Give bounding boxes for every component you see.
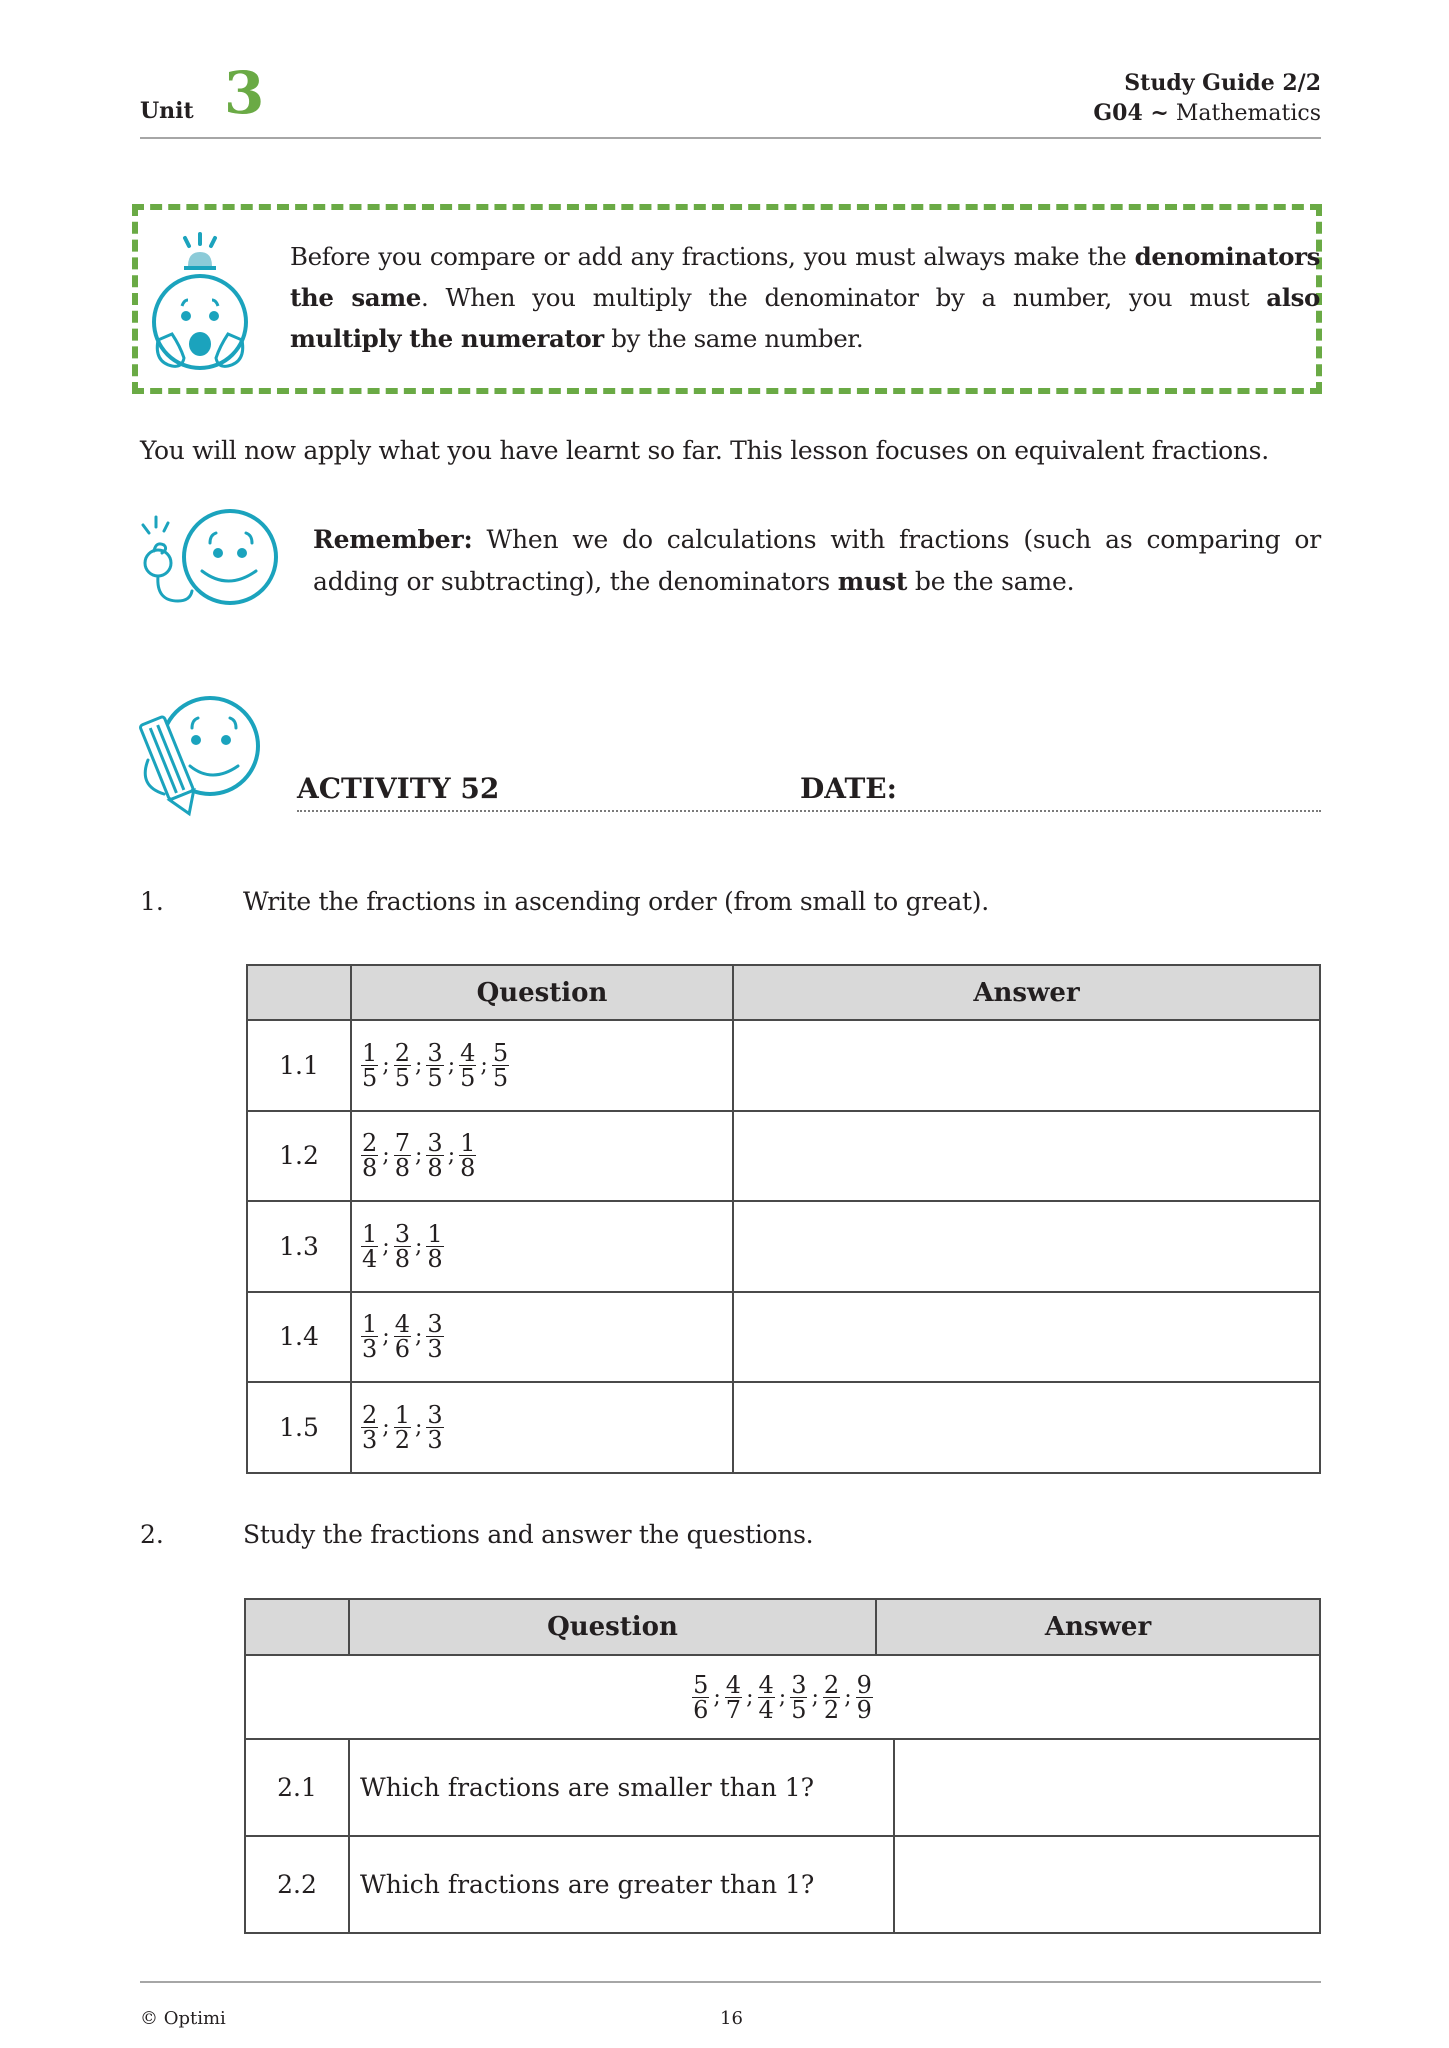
fraction — [426, 1038, 443, 1092]
separator: ; — [480, 1052, 488, 1078]
row-number: 2.2 — [245, 1836, 349, 1933]
numerator: 4 — [725, 1670, 742, 1699]
date-input-line[interactable] — [297, 810, 1321, 812]
separator: ; — [844, 1684, 852, 1710]
question-1-text: Write the fractions in ascending order (from small to great). — [243, 887, 989, 916]
separator: ; — [414, 1233, 423, 1259]
numerator: 2 — [362, 1400, 378, 1429]
fraction — [361, 1400, 378, 1454]
header-divider — [140, 137, 1321, 139]
denominator: 2 — [394, 1425, 410, 1454]
denominator: 3 — [427, 1335, 443, 1364]
numerator: 9 — [856, 1670, 872, 1699]
tip-segment: by the same number. — [603, 324, 864, 353]
separator: ; — [811, 1684, 819, 1710]
denominator: 2 — [823, 1695, 840, 1724]
question-1-number: 1. — [140, 887, 164, 916]
denominator: 3 — [427, 1425, 443, 1454]
fraction — [361, 1219, 378, 1273]
separator: ; — [414, 1143, 423, 1169]
denominator: 8 — [427, 1154, 443, 1183]
answer-cell-2-2[interactable] — [894, 1836, 1320, 1933]
row-number: 1.5 — [247, 1382, 351, 1473]
fraction — [394, 1219, 411, 1273]
question-2-text: Study the fractions and answer the questions. — [243, 1520, 814, 1549]
separator: ; — [447, 1143, 456, 1169]
separator: ; — [414, 1324, 423, 1350]
unit-label: Unit — [140, 98, 194, 124]
row-number: 1.1 — [247, 1020, 351, 1111]
denominator: 4 — [362, 1244, 378, 1273]
numerator: 1 — [394, 1400, 410, 1429]
alarm-face-icon — [140, 230, 260, 380]
fraction — [361, 1310, 378, 1364]
fraction — [725, 1670, 742, 1724]
answer-cell-1-3[interactable] — [733, 1201, 1320, 1292]
denominator: 5 — [460, 1063, 476, 1092]
fraction — [361, 1129, 378, 1183]
separator: ; — [447, 1052, 456, 1078]
numerator: 7 — [394, 1129, 410, 1158]
answer-cell-1-5[interactable] — [733, 1382, 1320, 1473]
numerator: 3 — [427, 1038, 443, 1067]
separator: ; — [382, 1233, 390, 1259]
page-number: 16 — [720, 2008, 743, 2029]
separator: ; — [414, 1414, 423, 1440]
denominator: 5 — [394, 1063, 410, 1092]
table-row — [247, 1020, 1320, 1111]
separator: ; — [382, 1143, 390, 1169]
col-header-number — [245, 1599, 349, 1655]
separator: ; — [414, 1052, 423, 1078]
unit-number: 3 — [224, 59, 265, 127]
separator: ; — [778, 1684, 787, 1710]
fractions-set — [245, 1655, 1320, 1739]
numerator: 5 — [492, 1038, 509, 1067]
question-2-table — [244, 1598, 1321, 1934]
table-row — [247, 1201, 1320, 1292]
fraction — [394, 1310, 411, 1364]
fraction — [394, 1129, 411, 1183]
question-cell: Which fractions are smaller than 1? — [349, 1739, 894, 1836]
header-split — [349, 1599, 1320, 1655]
separator: ; — [746, 1684, 754, 1710]
separator: ; — [382, 1052, 390, 1078]
fraction — [426, 1310, 443, 1364]
denominator: 3 — [362, 1335, 378, 1364]
table-row — [247, 1292, 1320, 1383]
separator: ; — [382, 1324, 390, 1350]
fraction — [426, 1219, 443, 1273]
numerator: 2 — [362, 1129, 378, 1158]
denominator: 8 — [362, 1154, 378, 1183]
row-number: 2.1 — [245, 1739, 349, 1836]
fraction — [856, 1670, 873, 1724]
copyright: © Optimi — [140, 2008, 226, 2029]
denominator: 6 — [693, 1695, 709, 1724]
numerator: 3 — [427, 1310, 443, 1339]
question-cell — [351, 1020, 733, 1111]
numerator: 1 — [460, 1129, 476, 1158]
numerator: 4 — [460, 1038, 476, 1067]
numerator: 5 — [693, 1670, 709, 1699]
tip-segment: . When you multiply the denominator by a number, you must — [420, 283, 1267, 312]
numerator: 3 — [427, 1129, 443, 1158]
row-number: 1.4 — [247, 1292, 351, 1383]
fraction — [426, 1400, 443, 1454]
fraction — [426, 1129, 443, 1183]
separator: ; — [382, 1414, 390, 1440]
answer-cell-1-4[interactable] — [733, 1292, 1320, 1383]
header-info — [1093, 68, 1321, 129]
date-label: DATE: — [800, 772, 897, 805]
footer-divider — [140, 1981, 1321, 1983]
denominator: 4 — [758, 1695, 774, 1724]
denominator: 8 — [394, 1244, 410, 1273]
table-row — [247, 1382, 1320, 1473]
question-cell: Which fractions are greater than 1? — [349, 1836, 894, 1933]
question-cell — [351, 1292, 733, 1383]
col-header-answer: Answer — [733, 965, 1320, 1020]
numerator: 3 — [791, 1670, 807, 1699]
numerator: 1 — [362, 1310, 378, 1339]
tip-emphasis: denominators the same — [290, 242, 1320, 312]
fraction — [361, 1038, 378, 1092]
question-cell — [351, 1382, 733, 1473]
emphasis-must: must — [837, 567, 908, 596]
fraction — [692, 1670, 709, 1724]
grade-code: G04 ~ — [1093, 100, 1169, 126]
intro-text: You will now apply what you have learnt so far. This lesson focuses on equivalent fractions. — [140, 436, 1269, 465]
denominator: 8 — [394, 1154, 410, 1183]
denominator: 6 — [394, 1335, 410, 1364]
denominator: 8 — [427, 1244, 443, 1273]
guide-title: Study Guide 2/2 — [1124, 70, 1321, 96]
numerator: 2 — [394, 1038, 410, 1067]
col-header-question: Question — [351, 965, 733, 1020]
tip-emphasis: also multiply the numerator — [290, 283, 1320, 353]
question-1-table — [246, 964, 1321, 1474]
tip-segment: Before you compare or add any fractions, you must always make the — [290, 242, 1135, 271]
denominator: 3 — [362, 1425, 378, 1454]
fraction — [758, 1670, 775, 1724]
fraction — [394, 1400, 411, 1454]
pencil-smiley-icon — [138, 694, 266, 818]
remember-note: Remember: When we do calculations with fractions (such as comparing or adding or subtracting), the denominators must be the same. — [313, 525, 1321, 596]
question-2-number: 2. — [140, 1520, 164, 1549]
answer-cell-1-2[interactable] — [733, 1111, 1320, 1202]
denominator: 8 — [460, 1154, 476, 1183]
fraction — [459, 1129, 476, 1183]
denominator: 5 — [791, 1695, 807, 1724]
numerator: 3 — [427, 1400, 443, 1429]
col-header-number — [247, 965, 351, 1020]
numerator: 1 — [362, 1038, 378, 1067]
numerator: 1 — [362, 1219, 378, 1248]
grade-subject — [1093, 98, 1321, 129]
answer-cell-1-1[interactable] — [733, 1020, 1320, 1111]
denominator: 5 — [362, 1063, 378, 1092]
denominator: 7 — [725, 1695, 742, 1724]
numerator: 4 — [394, 1310, 410, 1339]
table-row — [247, 1111, 1320, 1202]
row-number: 1.2 — [247, 1111, 351, 1202]
col-header-question: Question — [350, 1600, 877, 1654]
question-cell — [351, 1111, 733, 1202]
remember-label: Remember: — [313, 525, 473, 554]
denominator: 5 — [427, 1063, 443, 1092]
separator: ; — [713, 1684, 721, 1710]
numerator: 1 — [427, 1219, 443, 1248]
numerator: 3 — [394, 1219, 410, 1248]
denominator: 5 — [492, 1063, 509, 1092]
subject: Mathematics — [1175, 101, 1321, 126]
idea-smiley-icon — [138, 505, 283, 615]
fraction — [394, 1038, 411, 1092]
question-cell — [351, 1201, 733, 1292]
fraction — [459, 1038, 476, 1092]
fraction — [823, 1670, 840, 1724]
col-header-answer: Answer — [1044, 1612, 1152, 1642]
tip-text — [290, 236, 1320, 359]
fraction — [790, 1670, 807, 1724]
activity-title: ACTIVITY 52 — [297, 772, 500, 805]
numerator: 2 — [823, 1670, 840, 1699]
row-number: 1.3 — [247, 1201, 351, 1292]
numerator: 4 — [758, 1670, 774, 1699]
answer-cell-2-1[interactable] — [894, 1739, 1320, 1836]
denominator: 9 — [856, 1695, 872, 1724]
fraction — [492, 1038, 509, 1092]
